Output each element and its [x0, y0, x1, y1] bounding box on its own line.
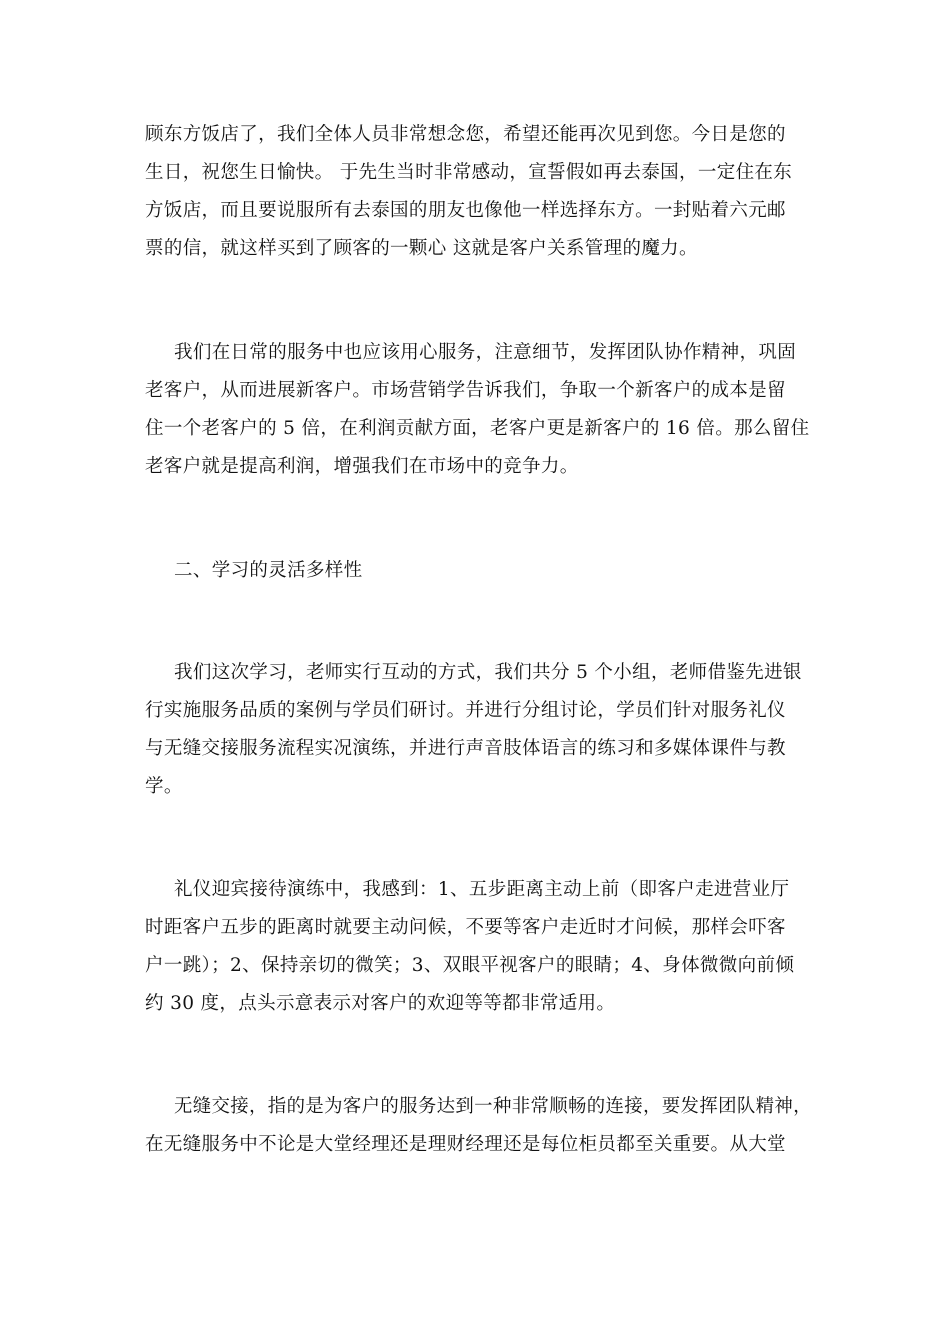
- text-line: 老客户就是提高利润，增强我们在市场中的竞争力。: [145, 456, 579, 477]
- text-line: 老客户，从而进展新客户。市场营销学告诉我们，争取一个新客户的成本是留: [145, 380, 786, 401]
- text-line: 方饭店，而且要说服所有去泰国的朋友也像他一样选择东方。一封贴着六元邮: [145, 200, 786, 221]
- text-line: 户一跳）；2、保持亲切的微笑；3、双眼平视客户的眼睛；4、身体微微向前倾: [145, 955, 795, 976]
- text-line: 我们在日常的服务中也应该用心服务，注意细节，发挥团队协作精神，巩固: [174, 342, 797, 363]
- text-line: 无缝交接，指的是为客户的服务达到一种非常顺畅的连接，要发挥团队精神，: [174, 1096, 812, 1117]
- text-line: 生日，祝您生日愉快。 于先生当时非常感动，宣誓假如再去泰国，一定住在东: [145, 162, 793, 183]
- text-line: 顾东方饭店了，我们全体人员非常想念您，希望还能再次见到您。今日是您的: [145, 124, 786, 145]
- text-line: 住一个老客户的 5 倍，在利润贡献方面，老客户更是新客户的 16 倍。那么留住: [145, 418, 810, 439]
- section-heading: 二、学习的灵活多样性: [174, 560, 363, 581]
- text-line: 在无缝服务中不论是大堂经理还是理财经理还是每位柜员都至关重要。从大堂: [145, 1134, 786, 1155]
- text-line: 与无缝交接服务流程实况演练，并进行声音肢体语言的练习和多媒体课件与教: [145, 738, 786, 759]
- text-line: 学。: [145, 776, 183, 797]
- text-line: 约 30 度，点头示意表示对客户的欢迎等等都非常适用。: [145, 993, 616, 1014]
- text-line: 票的信，就这样买到了顾客的一颗心 这就是客户关系管理的魔力。: [145, 238, 698, 259]
- text-line: 行实施服务品质的案例与学员们研讨。并进行分组讨论，学员们针对服务礼仪: [145, 700, 786, 721]
- text-line: 我们这次学习，老师实行互动的方式，我们共分 5 个小组，老师借鉴先进银: [174, 662, 802, 683]
- text-line: 礼仪迎宾接待演练中，我感到：1、五步距离主动上前（即客户走进营业厅: [174, 879, 790, 900]
- text-line: 时距客户五步的距离时就要主动问候，不要等客户走近时才问候，那样会吓客: [145, 917, 786, 938]
